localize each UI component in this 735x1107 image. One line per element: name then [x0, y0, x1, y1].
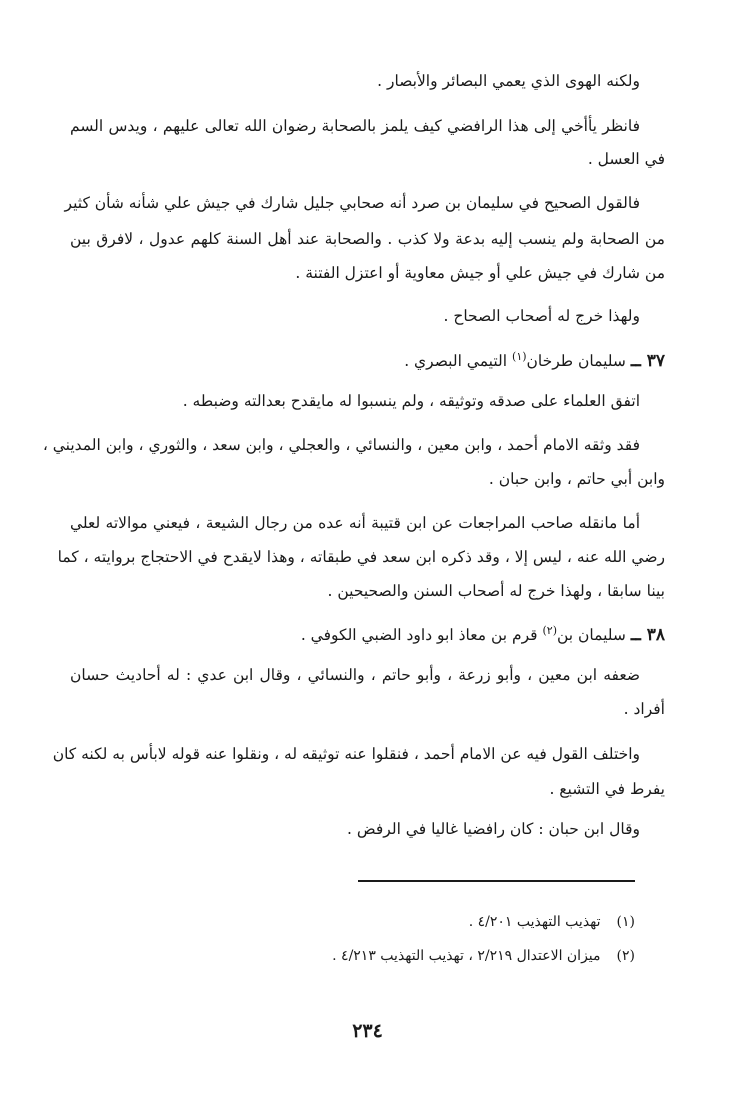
entry-number: ٣٨ ــ [630, 625, 665, 645]
paragraph-line: فالقول الصحيح في سليمان بن صرد أنه صحابي جليل شارك في جيش علي شأنه شأن كثير [64, 194, 640, 212]
footnote-text: تهذيب التهذيب ٤/٢٠١ . [468, 914, 601, 930]
footnote-text: ميزان الاعتدال ٢/٢١٩ ، تهذيب التهذيب ٤/٢١٣ . [332, 948, 601, 964]
paragraph-line: في العسل . [587, 150, 665, 168]
paragraph-line: ولكنه الهوى الذي يعمي البصائر والأبصار . [377, 72, 640, 90]
paragraph-line: بينا سابقا ، ولهذا خرج له أصحاب السنن والصحيحين . [327, 582, 665, 600]
paragraph-line: رضي الله عنه ، ليس إلا ، وقد ذكره ابن سعد في طبقاته ، وهذا لايقدح في الاحتجاج بروايته ، كما [57, 548, 665, 566]
footnote-marker: (٢) [616, 948, 635, 964]
paragraph-line: وقال ابن حبان : كان رافضيا غاليا في الرفض . [347, 820, 640, 838]
paragraph-line: ضعفه ابن معين ، وأبو زرعة ، وأبو حاتم ، والنسائي ، وقال ابن عدي : له أحاديث حسان [70, 666, 640, 684]
footnote-marker: (١) [616, 914, 635, 930]
paragraph-line: أفراد . [623, 700, 665, 718]
footnote-2 [332, 946, 635, 966]
entry-heading-38 [301, 620, 665, 646]
paragraph-line: ولهذا خرج له أصحاب الصحاح . [443, 307, 640, 325]
paragraph-line: اتفق العلماء على صدقه وتوثيقه ، ولم ينسبوا له مايقدح بعدالته وضبطه . [182, 392, 640, 410]
paragraph-line: فقد وثقه الامام أحمد ، وابن معين ، والنسائي ، والعجلي ، وابن سعد ، والثوري ، وابن المديني ، [42, 436, 640, 454]
page-number: ٢٣٤ [352, 1020, 383, 1042]
paragraph-line: من شارك في جيش علي أو جيش معاوية أو اعتزل الفتنة . [295, 264, 665, 282]
footnote-divider [358, 880, 635, 882]
paragraph-line: واختلف القول فيه عن الامام أحمد ، فنقلوا عنه توثيقه له ، ونقلوا عنه قوله لابأس به لكنه كان [52, 745, 640, 763]
footnote-ref: (٢) [542, 624, 557, 637]
paragraph-line: يفرط في التشيع . [549, 780, 665, 798]
entry-number: ٣٧ ــ [630, 351, 665, 371]
footnote-ref: (١) [512, 350, 527, 363]
paragraph-line: من الصحابة ولم ينسب إليه بدعة ولا كذب . والصحابة عند أهل السنة كلهم عدول ، لافرق بين [70, 230, 665, 248]
footnote-1 [469, 912, 635, 932]
entry-heading-37 [404, 346, 665, 372]
paragraph-line: أما مانقله صاحب المراجعات عن ابن قتيبة أنه عده من رجال الشيعة ، فيعني موالاته لعلي [70, 514, 640, 532]
entry-title-end: التيمي البصري . [404, 352, 508, 370]
paragraph-line: وابن أبي حاتم ، وابن حبان . [488, 470, 665, 488]
entry-title-end: قرم بن معاذ ابو داود الضبي الكوفي . [300, 626, 538, 644]
paragraph-line: فانظر يأأخي إلى هذا الرافضي كيف يلمز بالصحابة رضوان الله تعالى عليهم ، ويدس السم [70, 117, 640, 135]
entry-title-start: سليمان طرخان [526, 352, 626, 370]
entry-title-start: سليمان بن [557, 626, 626, 644]
